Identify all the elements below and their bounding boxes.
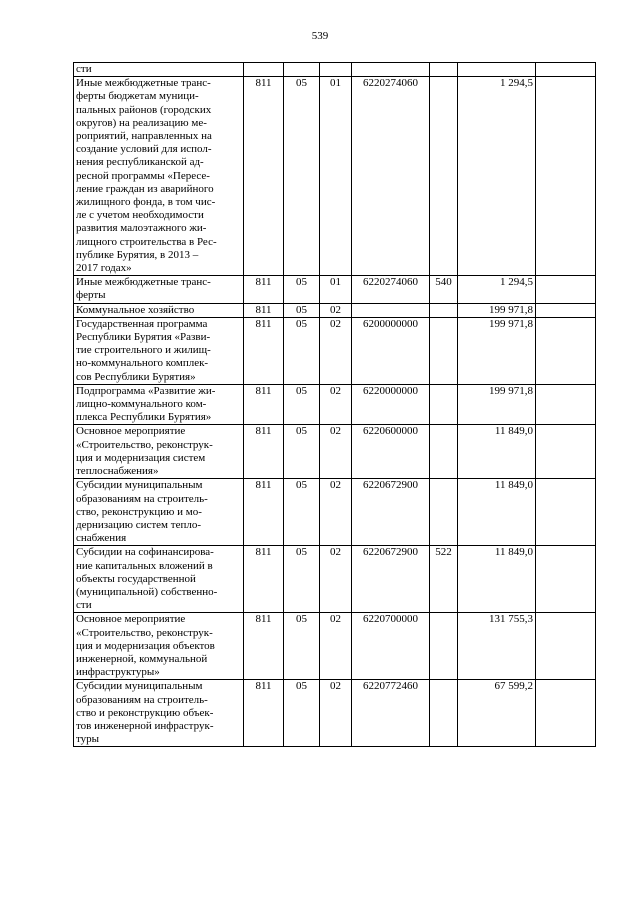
row-name-line: создание условий для испол- [76,143,212,156]
row-name-line: округов) на реализацию ме- [76,116,207,129]
row-name [74,425,244,479]
table-row [74,479,596,546]
subsection-code: 02 [320,546,352,613]
row-name-line: образованиям на строитель- [76,693,208,706]
amount: 199 971,8 [458,303,536,317]
row-name-line: Основное мероприятие [76,613,186,626]
target-article-code: 6220274060 [352,77,430,276]
row-name-line: объекты государственной [76,572,196,585]
row-name-line: публике Бурятия, в 2013 – [76,248,199,261]
table-row [74,77,596,276]
section-code: 05 [284,479,320,546]
row-name-line: Подпрограмма «Развитие жи- [76,384,216,397]
row-name-line: но-коммунального комплек- [76,357,209,370]
section-code: 05 [284,303,320,317]
row-name-line: Основное мероприятие [76,425,186,438]
table-row [74,613,596,680]
empty-cell [536,613,596,680]
section-code: 05 [284,425,320,479]
row-name [74,479,244,546]
amount: 11 849,0 [458,425,536,479]
table-row [74,303,596,317]
amount: 1 294,5 [458,276,536,303]
expense-type-code [430,479,458,546]
empty-cell [536,546,596,613]
row-name-line: сов Республики Бурятия» [76,370,196,383]
amount: 131 755,3 [458,613,536,680]
amount: 199 971,8 [458,317,536,384]
subsection-code: 02 [320,680,352,747]
table-row [74,384,596,425]
subsection-code: 02 [320,317,352,384]
subsection-code: 02 [320,384,352,425]
target-article-code: 6220274060 [352,276,430,303]
row-name [74,546,244,613]
row-name-line: сти [76,599,92,612]
row-name [74,77,244,276]
target-article-code: 6220000000 [352,384,430,425]
department-code: 811 [244,303,284,317]
expense-type-code [430,63,458,77]
row-name [74,384,244,425]
department-code: 811 [244,613,284,680]
expense-type-code [430,425,458,479]
row-name-line: «Строительство, реконструк- [76,438,213,451]
row-name-line: Субсидии муниципальным [76,479,203,492]
row-name-line: ция и модернизация систем [76,451,206,464]
target-article-code: 6220672900 [352,479,430,546]
subsection-code [320,63,352,77]
row-name-line: ферты [76,289,106,302]
department-code [244,63,284,77]
empty-cell [536,276,596,303]
row-name-line: Субсидии на софинансирова- [76,546,214,559]
empty-cell [536,303,596,317]
section-code: 05 [284,680,320,747]
row-name-line: 2017 годах» [76,262,132,275]
row-name-line: Республики Бурятия «Разви- [76,331,211,344]
row-name-line: Иные межбюджетные транс- [76,276,211,289]
target-article-code [352,63,430,77]
table-row [74,680,596,747]
budget-table [73,62,596,747]
section-code: 05 [284,77,320,276]
row-name-line: инфраструктуры» [76,666,160,679]
target-article-code: 6220700000 [352,613,430,680]
empty-cell [536,63,596,77]
row-name-line: Коммунальное хозяйство [76,303,195,316]
section-code: 05 [284,317,320,384]
section-code: 05 [284,613,320,680]
row-name-line: дернизацию систем тепло- [76,518,202,531]
empty-cell [536,680,596,747]
row-name [74,680,244,747]
row-name-line: ство и реконструкцию объек- [76,706,214,719]
subsection-code: 02 [320,425,352,479]
expense-type-code [430,384,458,425]
row-name-line: пальных районов (городских [76,103,212,116]
table-row [74,546,596,613]
expense-type-code [430,317,458,384]
table-row [74,276,596,303]
row-name-line: лищно-коммунального ком- [76,398,207,411]
row-name-line: ство, реконструкцию и мо- [76,505,202,518]
target-article-code [352,303,430,317]
department-code: 811 [244,77,284,276]
empty-cell [536,425,596,479]
subsection-code: 02 [320,613,352,680]
amount: 67 599,2 [458,680,536,747]
subsection-code: 01 [320,77,352,276]
row-name-line: образованиям на строитель- [76,492,208,505]
expense-type-code [430,680,458,747]
empty-cell [536,317,596,384]
row-name-line: ние капитальных вложений в [76,559,213,572]
target-article-code: 6220672900 [352,546,430,613]
section-code: 05 [284,546,320,613]
section-code [284,63,320,77]
row-name-line: Иные межбюджетные транс- [76,77,211,90]
amount [458,63,536,77]
empty-cell [536,384,596,425]
page-number: 539 [311,30,329,42]
amount: 11 849,0 [458,546,536,613]
amount: 199 971,8 [458,384,536,425]
expense-type-code: 540 [430,276,458,303]
target-article-code: 6220772460 [352,680,430,747]
empty-cell [536,77,596,276]
table-row [74,317,596,384]
row-name-line: нения республиканской ад- [76,156,204,169]
target-article-code: 6200000000 [352,317,430,384]
row-name-line: туры [76,733,100,746]
expense-type-code [430,77,458,276]
row-name-line: снабжения [76,532,127,545]
row-name-line: ферты бюджетам муници- [76,90,199,103]
table-row [74,63,596,77]
amount: 11 849,0 [458,479,536,546]
row-name-line: инженерной, коммунальной [76,652,208,665]
row-name-line: Субсидии муниципальным [76,680,203,693]
row-name-line: теплоснабжения» [76,465,159,478]
department-code: 811 [244,479,284,546]
row-name [74,276,244,303]
department-code: 811 [244,546,284,613]
row-name-line: ция и модернизация объектов [76,639,215,652]
row-name-line: сти [76,63,92,75]
row-name-line: плекса Республики Бурятия» [76,411,212,424]
department-code: 811 [244,680,284,747]
row-name-line: Государственная программа [76,317,208,330]
expense-type-code [430,613,458,680]
row-name-line: роприятий, направленных на [76,130,212,143]
row-name-line: ресной программы «Пересе- [76,169,210,182]
row-name-line: ление граждан из аварийного [76,182,214,195]
row-name-line: жилищного фонда, в том чис- [76,196,216,209]
row-name [74,303,244,317]
table-body [74,63,596,747]
expense-type-code [430,303,458,317]
department-code: 811 [244,317,284,384]
subsection-code: 01 [320,276,352,303]
row-name-line: развития малоэтажного жи- [76,222,207,235]
row-name-line: тов инженерной инфраструк- [76,719,214,732]
target-article-code: 6220600000 [352,425,430,479]
row-name-line: тие строительного и жилищ- [76,344,211,357]
amount: 1 294,5 [458,77,536,276]
subsection-code: 02 [320,479,352,546]
row-name [74,317,244,384]
row-name-line: лищного строительства в Рес- [76,235,217,248]
department-code: 811 [244,384,284,425]
department-code: 811 [244,276,284,303]
row-name [74,613,244,680]
row-name-line: (муниципальной) собственно- [76,585,218,598]
row-name-line: ле с учетом необходимости [76,209,204,222]
expense-type-code: 522 [430,546,458,613]
department-code: 811 [244,425,284,479]
section-code: 05 [284,384,320,425]
row-name [74,63,244,77]
section-code: 05 [284,276,320,303]
subsection-code: 02 [320,303,352,317]
row-name-line: «Строительство, реконструк- [76,626,213,639]
empty-cell [536,479,596,546]
table-row [74,425,596,479]
